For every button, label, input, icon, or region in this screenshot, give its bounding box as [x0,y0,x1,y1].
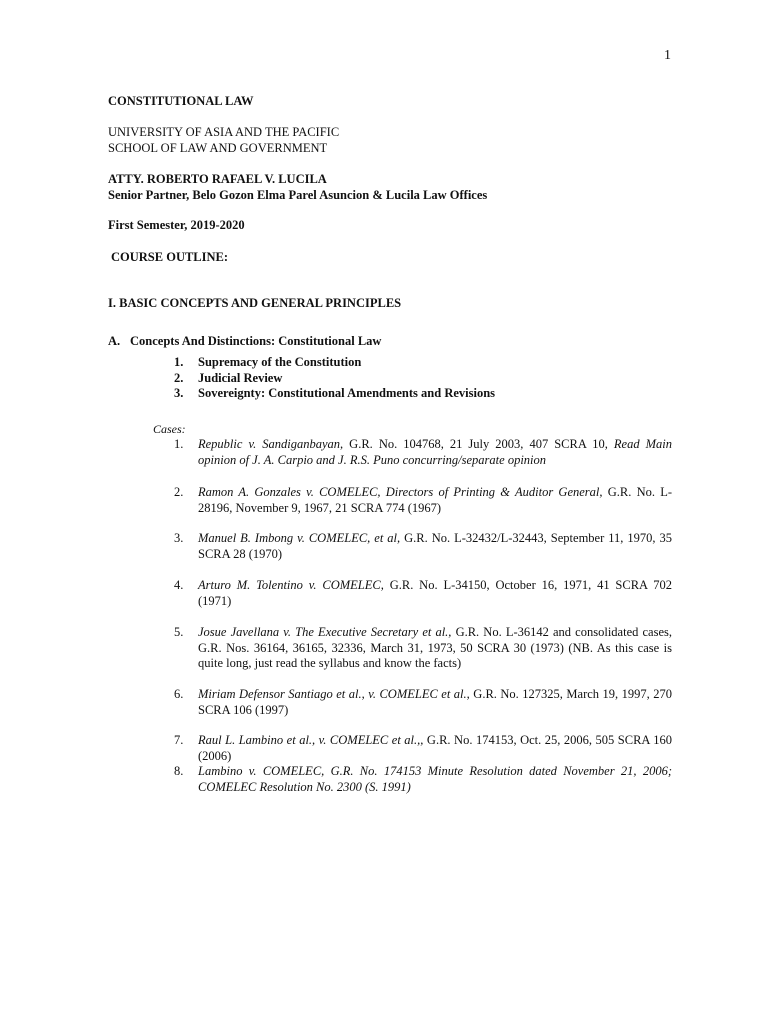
case-text [198,531,672,562]
list-item [174,371,495,387]
case-text [198,764,672,795]
case-item [174,485,672,516]
topic-number: 2. [174,370,184,385]
case-item [174,625,672,672]
section-heading: I. BASIC CONCEPTS AND GENERAL PRINCIPLES [108,296,402,310]
topic-number: 3. [174,386,184,400]
subsection-letter: A. [108,334,121,348]
case-item [174,733,672,764]
topic-number: 1. [174,355,184,369]
case-item [174,764,672,795]
case-number: 2. [174,485,184,499]
university-name: UNIVERSITY OF ASIA AND THE PACIFIC [108,125,340,139]
case-text [198,625,672,672]
case-title: Arturo M. Tolentino v. COMELEC, [198,578,384,592]
case-citation: G.R. No. L-36142 and consolidated cases, G.R. Nos. 36164, 36165, 32336, March 31, 1973, 50 SCRA 30 (1973) (NB. As this case is quite long, just read the syllabus and know the facts) [198,625,672,670]
case-number: 1. [174,437,184,451]
case-number: 4. [174,578,184,592]
case-item [174,531,672,562]
case-text [198,485,672,516]
case-citation: G.R. No. L-34150, October 16, 1971, 41 SCRA 702 (1971) [198,578,673,608]
case-title: Josue Javellana v. The Executive Secretary et al., [198,625,452,639]
instructor-position: Senior Partner, Belo Gozon Elma Parel Asuncion & Lucila Law Offices [108,187,488,202]
case-number: 3. [174,531,184,545]
case-number: 8. [174,764,184,778]
instructor-name: ATTY. ROBERTO RAFAEL V. LUCILA [108,172,327,186]
case-title: Republic v. Sandiganbayan, [198,437,344,451]
case-citation: G.R. No. 174153, Oct. 25, 2006, 505 SCRA 160 (2006) [198,733,673,763]
case-title: Ramon A. Gonzales v. COMELEC, Directors of Printing & Auditor General, [198,485,603,499]
case-text [198,733,672,764]
subsection-title: Concepts And Distinctions: Constitutional Law [130,334,382,348]
topic-text: Sovereignty: Constitutional Amendments and Revisions [198,386,496,400]
case-text [198,578,672,609]
school-name: SCHOOL OF LAW AND GOVERNMENT [108,140,328,155]
topic-text: Supremacy of the Constitution [198,355,362,369]
subsection-heading [108,334,381,350]
case-number: 6. [174,687,184,701]
case-number: 7. [174,733,184,747]
case-citation: G.R. No. 104768, 21 July 2003, 407 SCRA 10, [343,437,614,451]
case-text [198,687,672,718]
outline-heading: COURSE OUTLINE: [111,250,229,264]
case-title: Miriam Defensor Santiago et al., v. COMELEC et al., [198,687,470,701]
course-title: CONSTITUTIONAL LAW [108,94,254,108]
case-title: Lambino v. COMELEC, G.R. No. 174153 Minute Resolution dated November 21, 2006; COMELEC Resolution No. 2300 (S. 1991) [198,764,672,794]
case-title: Raul L. Lambino et al., v. COMELEC et al.,, [198,733,424,747]
case-citation: G.R. No. 127325, March 19, 1997, 270 SCRA 106 (1997) [198,687,673,717]
list-item [174,386,495,402]
topic-list [174,355,495,402]
case-item [174,687,672,718]
semester: First Semester, 2019-2020 [108,218,245,232]
list-item [174,355,495,371]
case-number: 5. [174,625,184,639]
case-text [198,437,672,468]
page-number: 1 [664,48,671,63]
case-citation: G.R. No. L-32432/L-32443, September 11, 1970, 35 SCRA 28 (1970) [198,531,672,561]
topic-text: Judicial Review [198,370,283,385]
instructor-block [108,172,487,203]
case-title: Manuel B. Imbong v. COMELEC, et al, [198,531,401,545]
cases-label: Cases: [153,422,186,436]
case-note: Read Main opinion of J. A. Carpio and J. R.S. Puno concurring/separate opinion [198,437,672,467]
case-item [174,437,672,468]
case-citation: G.R. No. L-28196, November 9, 1967, 21 SCRA 774 (1967) [198,485,672,515]
institution-block [108,125,339,156]
case-item [174,578,672,609]
